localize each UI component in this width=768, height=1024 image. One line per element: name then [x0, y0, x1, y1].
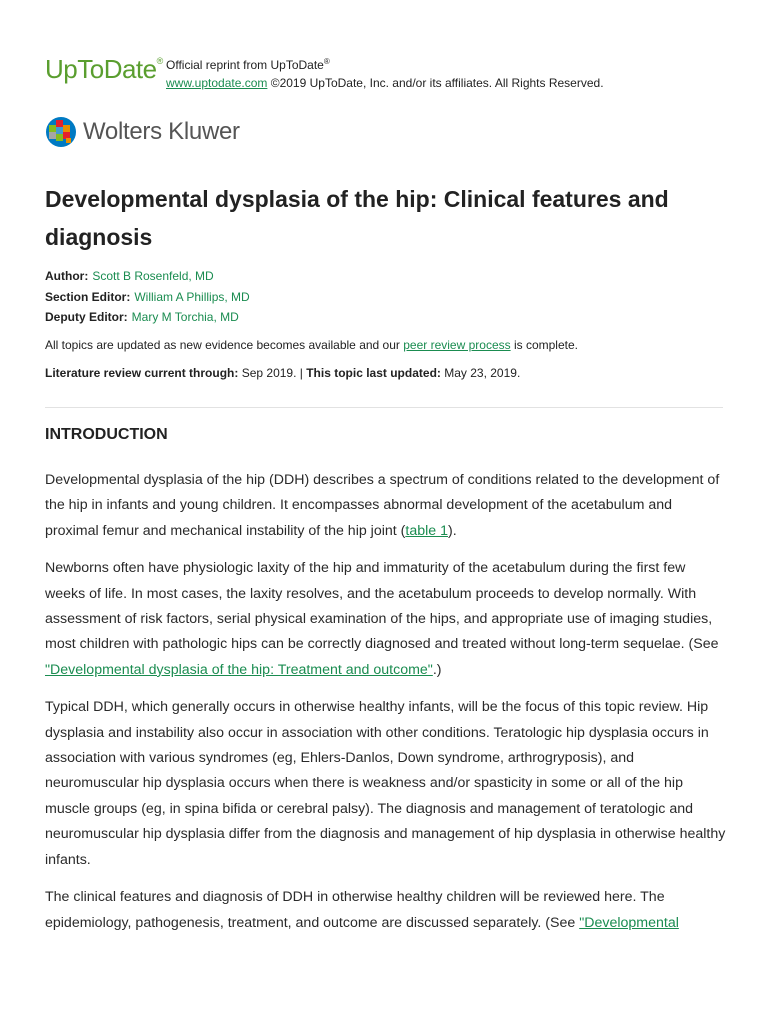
peer-review-link[interactable]: peer review process	[403, 338, 511, 352]
uptodate-logo-mark: ®	[156, 56, 163, 66]
reprint-notice	[166, 53, 604, 92]
author-row	[45, 266, 250, 287]
paragraph-2	[45, 556, 727, 683]
header-divider	[45, 407, 723, 408]
author-label: Author:	[45, 269, 89, 283]
wolters-kluwer-logo	[45, 116, 240, 148]
table-1-link[interactable]: table 1	[405, 522, 448, 539]
review-value: Sep 2019. |	[238, 366, 307, 380]
paragraph-1	[45, 468, 727, 544]
section-editor-row	[45, 287, 250, 308]
article-title: Developmental dysplasia of the hip: Clinical features and diagnosis	[45, 186, 669, 250]
update-note-text: All topics are updated as new evidence becomes available and our	[45, 338, 404, 352]
treatment-outcome-link[interactable]: "Developmental dysplasia of the hip: Treatment and outcome"	[45, 661, 433, 678]
section-editor-name[interactable]: William A Phillips, MD	[134, 289, 250, 304]
updated-label: This topic last updated:	[306, 366, 441, 380]
wolters-kluwer-name: Wolters Kluwer	[83, 118, 240, 145]
paragraph-4-text: The clinical features and diagnosis of DDH in otherwise healthy children will be reviewed here. The epidemiology, pathogenesis, treatment, and outcome are discussed separately. (See	[45, 889, 665, 931]
paragraph-3: Typical DDH, which generally occurs in otherwise healthy infants, will be the focus of this topic review. Hip dysplasia and instability also occur in association with other conditions. Teratologic hip dysplasia occurs in association with various syndromes (eg, Ehlers-Danlos, Down syndrome, arthrogryposis), and neuromuscular hip dysplasia occurs when there is weakness and/or spasticity in some or all of the hip muscle groups (eg, in spina bifida or cerebral palsy). The diagnosis and management of teratologic and neuromuscular hip dysplasia differ from the diagnosis and management of hip dysplasia in otherwise healthy infants.	[45, 699, 726, 868]
paragraph-4	[45, 885, 727, 936]
review-label: Literature review current through:	[45, 366, 239, 380]
review-dates	[45, 364, 520, 382]
deputy-editor-label: Deputy Editor:	[45, 310, 128, 324]
paragraph-1-end: ).	[447, 522, 457, 539]
uptodate-logo-text: UpToDate	[45, 54, 157, 84]
paragraph-2-text: Newborns often have physiologic laxity of the hip and immaturity of the acetabulum during the first few weeks of life. In most cases, the laxity resolves, and the acetabulum proceeds to develop normally. With assessment of risk factors, serial physical examination of the hips, and appropriate use of imaging studies, most children with pathologic hips can be correctly diagnosed and treated without long-term sequelae. (See	[45, 560, 719, 653]
copyright-text: ©2019 UpToDate, Inc. and/or its affiliates. All Rights Reserved.	[270, 76, 604, 90]
paragraph-2-end: .)	[432, 661, 442, 678]
update-note	[45, 336, 578, 354]
section-heading: INTRODUCTION	[45, 426, 168, 443]
article-body	[45, 468, 727, 948]
reprint-line: Official reprint from UpToDate	[166, 58, 324, 72]
wolters-kluwer-mark-icon	[45, 116, 77, 148]
uptodate-logo[interactable]	[45, 54, 163, 85]
updated-value: May 23, 2019.	[440, 366, 521, 380]
article-authors	[45, 266, 250, 328]
developmental-link[interactable]: "Developmental	[579, 914, 679, 931]
reprint-header	[45, 50, 735, 95]
author-name[interactable]: Scott B Rosenfeld, MD	[92, 269, 214, 283]
uptodate-site-link[interactable]: www.uptodate.com	[166, 76, 268, 90]
update-note-end: is complete.	[510, 338, 578, 352]
paragraph-1-text: Developmental dysplasia of the hip (DDH) describes a spectrum of conditions related to the development of the hip in infants and young children. It encompasses abnormal development of the acetabulum and proximal femur and mechanical instability of the hip joint (	[45, 472, 720, 539]
section-editor-label: Section Editor:	[45, 289, 131, 304]
deputy-editor-name[interactable]: Mary M Torchia, MD	[131, 310, 239, 324]
reprint-mark: ®	[323, 57, 330, 66]
deputy-editor-row	[45, 307, 250, 328]
